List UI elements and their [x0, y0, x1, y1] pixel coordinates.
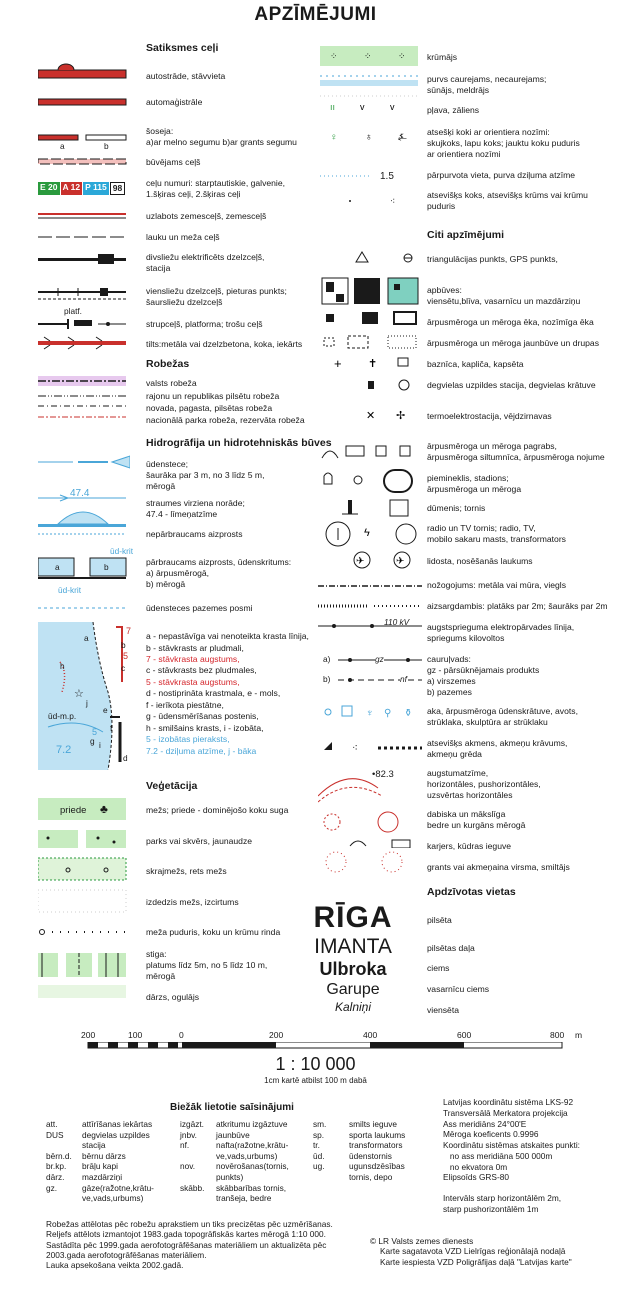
section-title-roads: Satiksmes ceļi — [146, 42, 219, 54]
rt-label-1: purvs caurejams, necaurejams; — [427, 74, 547, 84]
shore-label-0: a - nepastāvīga vai nenoteikta krasta līnija, — [146, 631, 309, 641]
border-label-1: rajonu un republikas pilsētu robeža — [146, 391, 280, 401]
road-small-a: a — [60, 141, 65, 151]
other-label-15: lidosta, nosēšanās laukums — [427, 556, 533, 566]
shore-label-5: d - nostiprināta krastmala, e - mols, — [146, 688, 281, 698]
coord-line — [443, 1183, 580, 1193]
veg-label-8: dārzs, ogulājs — [146, 992, 200, 1002]
other-label-11: ārpusmēroga un mēroga — [427, 484, 522, 494]
scale-bar — [80, 1030, 600, 1054]
height-mark: •82.3 — [372, 769, 394, 780]
rt-label-5: skujkoks, lapu koks; jauktu koku puduris — [427, 138, 580, 148]
road-label-3: a)ar melno segumu b)ar grants segumu — [146, 137, 297, 147]
rt-label-6: ar orientiera nozīmi — [427, 149, 501, 159]
map-b: b — [121, 640, 126, 650]
credits — [370, 1236, 572, 1267]
abbr-row: tornis, depo — [349, 1172, 393, 1183]
note-line: Robežas attēlotas pēc robežu aprakstiem un tiks precizētas pēc uzmērīšanas. — [46, 1219, 333, 1229]
rt-label-7: pārpurvota vieta, purva dziļuma atzīme — [427, 170, 576, 180]
settl-label-4: viensēta — [427, 1005, 460, 1015]
svg-text:✈: ✈ — [356, 556, 365, 567]
scale-tick-4: 400 — [363, 1030, 378, 1040]
veg-label-2: skrajmežs, rets mežs — [146, 866, 227, 876]
hydro-symbols — [38, 450, 130, 620]
map-iso: 5 — [92, 727, 98, 737]
abbr-row: sm. smilts ieguve — [313, 1119, 397, 1129]
scale-tick-6: 800 — [550, 1030, 565, 1040]
shore-label-7: g - ūdensmērīšanas postenis, — [146, 711, 259, 721]
other-label-31: dabiska un mākslīga — [427, 809, 506, 819]
svg-text:⁖: ⁖ — [390, 196, 396, 206]
map-n5: 5 — [123, 651, 129, 661]
svg-text:♀: ♀ — [330, 132, 338, 143]
hydro-udkrit-2: ūd-krit — [58, 585, 82, 595]
hydro-label-3: straumes virziena norāde; — [146, 498, 245, 508]
map-g: g — [90, 736, 95, 746]
abbr-row: ūd. ūdenstornis — [313, 1150, 392, 1161]
border-label-2: novada, pagasta, pilsētas robeža — [146, 403, 273, 413]
svg-text:+: + — [334, 356, 342, 371]
coord-line: Mēroga koeficents 0.9996 — [443, 1129, 539, 1140]
svg-text:v: v — [360, 102, 365, 112]
notes — [46, 1219, 333, 1271]
border-symbols — [38, 374, 128, 424]
town-district: IMANTA — [314, 935, 392, 958]
map-d: d — [123, 753, 128, 763]
section-title-hydro: Hidrogrāfija un hidrotehniskās būves — [146, 437, 332, 449]
svg-text:♆: ♆ — [366, 708, 374, 719]
other-label-4: ārpusmēroga un mēroga jaunbūve un drupas — [427, 338, 599, 348]
other-label-22: a) virszemes — [427, 676, 476, 686]
badge-e20: E 20 — [38, 182, 60, 195]
rt-label-0: krūmājs — [427, 52, 458, 62]
other-label-9: ārpusmēroga siltumnīca, ārpusmēroga nojume — [427, 452, 605, 462]
other-label-2: viensētu,blīva, vasarnīcu un mazdārziņu — [427, 296, 581, 306]
other-label-20: cauruļvads: — [427, 654, 471, 664]
map-n7: 7 — [126, 626, 132, 636]
abbr-row: br.kp. brāļu kapi — [46, 1161, 118, 1172]
other-label-28: augstumatzīme, — [427, 768, 489, 778]
gravel-symbols — [318, 848, 422, 878]
abbr-col-1 — [46, 1119, 154, 1204]
hydro-label-9: ūdensteces pazemes posmi — [146, 603, 253, 613]
svg-text:⁖: ⁖ — [352, 743, 358, 754]
coord-info — [443, 1097, 580, 1215]
pipe-nf: nf — [400, 674, 407, 684]
svg-text:ϟ: ϟ — [364, 527, 370, 539]
road-label-11: viensliežu dzelzceļš, pieturas punkts; — [146, 286, 287, 296]
road-label-12: šaursliežu dzelzceļš — [146, 297, 223, 307]
svg-text:⁘: ⁘ — [364, 51, 372, 61]
road-small-platf: platf. — [64, 306, 82, 316]
road-label-4: būvējams ceļš — [146, 157, 201, 167]
coord-line: no ass meridiāna 500 000m — [443, 1150, 553, 1161]
veg-label-7: mērogā — [146, 971, 176, 981]
road-label-10: stacija — [146, 263, 171, 273]
other-label-7: termoelektrostacija, vējdzirnavas — [427, 411, 552, 421]
coord-line: starp pushorizontālēm 1m — [443, 1204, 539, 1215]
veg-label-3: izdedzis mežs, izcirtums — [146, 897, 239, 907]
town-city: RĪGA — [313, 901, 393, 934]
map-depth: 7.2 — [56, 744, 72, 756]
credit-line: © LR Valsts zemes dienests — [370, 1236, 474, 1246]
other-label-14: mobilo sakaru masts, transformators — [427, 534, 566, 544]
hydro-level: 47.4 — [70, 488, 90, 499]
scale-tick-1: 100 — [128, 1030, 143, 1040]
veg-label-1: parks vai skvērs, jaunaudze — [146, 836, 253, 846]
abbr-row: ug. ugunsdzēsības — [313, 1161, 405, 1172]
scale-tick-2: 0 — [179, 1030, 184, 1040]
scale-ratio: 1 : 10 000 — [275, 1054, 356, 1074]
settl-label-0: pilsēta — [427, 915, 452, 925]
abbr-title: Biežāk lietotie saīsinājumi — [170, 1102, 294, 1113]
shore-label-1: b - stāvkrasts ar pludmali, — [146, 643, 244, 653]
other-label-18: augstsprieguma elektropārvades līnija, — [427, 622, 575, 632]
lighthouse-icon: ☆ — [74, 688, 84, 700]
map-j: j — [86, 698, 88, 708]
page-title: APZĪMĒJUMI — [254, 4, 377, 25]
svg-text:⁘: ⁘ — [330, 51, 338, 61]
abbr-row: ve,vads,urbums) — [216, 1150, 278, 1161]
other-label-6: degvielas uzpildes stacija, degvielas krātuve — [427, 380, 596, 390]
svg-text:⚲: ⚲ — [384, 708, 392, 719]
shore-label-9: 5 - izobātas pieraksts, — [146, 734, 230, 744]
other-label-29: horizontāles, pushorizontāles, — [427, 779, 541, 789]
road-small-b: b — [104, 141, 109, 151]
note-line: Reljefs attēlots izmantojot 1983.gada topogrāfiskās kartes mērogā 1:10 000. — [46, 1229, 326, 1240]
border-label-0: valsts robeža — [146, 378, 197, 388]
shore-label-10: 7.2 - dziļuma atzīme, j - bāka — [146, 746, 257, 756]
veg-label-0: mežs; priede - dominējošo koku suga — [146, 805, 289, 815]
badge-a12: A 12 — [61, 182, 83, 195]
map-e: e — [103, 705, 108, 715]
shore-label-4: 5 - stāvkrasta augstums, — [146, 677, 240, 687]
abbr-row: DUS degvielas uzpildes — [46, 1129, 150, 1140]
other-label-30: uzsvērtas horizontāles — [427, 790, 513, 800]
road-label-2: šoseja: — [146, 126, 174, 136]
pipe-gz: gz — [375, 654, 384, 664]
shore-label-8: h - smilšains krasts, i - izobāta, — [146, 723, 264, 733]
abbr-col-2 — [180, 1119, 289, 1204]
abbr-row: tr. transformators — [313, 1140, 403, 1151]
scale-note: 1cm kartē atbilst 100 m dabā — [264, 1076, 367, 1085]
svg-text:⚱: ⚱ — [404, 708, 413, 719]
shore-label-3: c - stāvkrasts bez pludmales, — [146, 665, 257, 675]
other-label-25: strūklaka, skulptūra ar strūklaku — [427, 717, 548, 727]
hydro-b: b — [104, 562, 109, 572]
abbr-row: stacija — [82, 1140, 106, 1151]
hydro-a: a — [55, 562, 60, 572]
road-label-5: ceļu numuri: starptautiskie, galvenie, — [146, 178, 286, 188]
scale-unit: m — [575, 1030, 583, 1040]
rt-label-8: atsevišķs koks, atsevišķs krūms vai krūmu — [427, 190, 588, 200]
tree-icon: ♣ — [100, 802, 108, 816]
svg-text:✢: ✢ — [396, 410, 406, 422]
abbr-row: ve,vads,urbums) — [82, 1193, 144, 1204]
road-label-1: automaģistrāle — [146, 97, 203, 107]
town-village: Ulbroka — [319, 959, 387, 979]
other-label-26: atsevišķs akmens, akmeņu krāvums, — [427, 738, 568, 748]
coord-line: Latvijas koordinātu sistēma LKS-92 — [443, 1097, 574, 1107]
hydro-label-8: b) mērogā — [146, 579, 186, 589]
road-label-9: divsliežu elektrificēts dzelzceļš, — [146, 252, 265, 262]
road-label-0: autostrāde, stāvvieta — [146, 71, 226, 81]
section-title-borders: Robežas — [146, 358, 190, 370]
other-label-32: bedre un kurgāns mērogā — [427, 820, 526, 830]
svg-text:ıı: ıı — [330, 102, 336, 112]
coord-line: no ekvatora 0m — [443, 1161, 508, 1172]
note-line: Sastādīta pēc 1999.gada aerofotogrāfēšanas materiāliem un aktualizēta pēc — [46, 1239, 327, 1250]
scale-tick-0: 200 — [81, 1030, 96, 1040]
veg-label-4: meža puduris, koku un krūmu rinda — [146, 927, 281, 937]
abbr-row: att. attīrīšanas iekārtas — [46, 1119, 153, 1129]
abbr-col-3 — [313, 1119, 405, 1183]
section-title-settl: Apdzīvotas vietas — [427, 886, 516, 898]
pipe-b: b) — [323, 674, 331, 684]
shore-label-2: 7 - stāvkrasta augstums, — [146, 654, 240, 664]
hydro-label-1: šaurāka par 3 m, no 3 līdz 5 m, — [146, 470, 265, 480]
abbr-row: gz. gāze(raž̌otne,krātu- — [46, 1182, 154, 1193]
coord-line: Elipsoīds GRS-80 — [443, 1172, 509, 1183]
rt-label-4: atsešķi koki ar orientiera nozīmi: — [427, 127, 550, 137]
town-farmstead: Kalniņi — [334, 1000, 372, 1014]
settl-label-1: pilsētas daļa — [427, 943, 475, 953]
other-label-16: nožogojums: metāla vai mūra, viegls — [427, 580, 566, 590]
svg-text:♁: ♁ — [365, 132, 373, 143]
map-i: i — [99, 740, 101, 750]
road-label-6: 1.šķiras ceļi, 2.šķiras ceļi — [146, 189, 241, 199]
shore-label-6: f - ierīkota piestātne, — [146, 700, 224, 710]
abbr-row: bērn.d. bērnu dārzs — [46, 1150, 126, 1161]
coord-line: Koordinātu sistēmas atskaites punkti: — [443, 1140, 580, 1151]
other-label-19: spriegums kilovoltos — [427, 633, 505, 643]
svg-text:v: v — [390, 102, 395, 112]
map-c: c — [121, 663, 126, 673]
rt-label-9: puduris — [427, 201, 456, 211]
other-label-1: apbūves: — [427, 285, 462, 295]
border-label-3: nacionālā parka robeža, rezervāta robeža — [146, 415, 305, 425]
abbr-row: izgāzt. atkritumu izgāztuve — [180, 1119, 288, 1129]
hydro-label-2: mērogā — [146, 481, 176, 491]
other-label-12: dūmenis; tornis — [427, 503, 486, 513]
map-f: f — [110, 723, 113, 733]
veg-priede: priede — [60, 805, 87, 816]
coord-line: Intervāls starp horizontālēm 2m, — [443, 1193, 562, 1204]
abbr-row: dārz. mazdārziņi — [46, 1172, 123, 1183]
svg-text:✕: ✕ — [366, 410, 376, 422]
section-title-other: Citi apzīmējumi — [427, 229, 505, 241]
credit-line: Karte sagatavota VZD Lielrīgas reģionālajā nodaļā — [380, 1246, 566, 1257]
svg-text:⍼: ⍼ — [398, 132, 407, 143]
other-label-5: baznīca, kapliča, kapsēta — [427, 359, 524, 369]
other-label-3: ārpusmēroga un mēroga ēka, nozīmīga ēka — [427, 317, 594, 327]
road-label-8: lauku un meža ceļš — [146, 232, 220, 242]
marsh-depth: 1.5 — [380, 171, 394, 182]
badge-p115: P 115 — [83, 182, 109, 195]
hydro-label-4: 47.4 - līmeņatzīme — [146, 509, 218, 519]
credit-line: Karte iespiesta VZD Poligrāfijas daļā "Latvijas karte" — [380, 1256, 572, 1267]
scale-tick-3: 200 — [269, 1030, 284, 1040]
badge-98: 98 — [110, 182, 125, 195]
hydro-label-7: a) ārpusmērogā, — [146, 568, 210, 578]
note-line: 2003.gada aerofotogrāfēšanas materiāliem. — [46, 1250, 207, 1261]
vegetation-right-symbols — [320, 46, 420, 236]
other-label-23: b) pazemes — [427, 687, 472, 697]
other-label-21: gz - pārsūknējamais produkts — [427, 665, 540, 675]
scale-tick-5: 600 — [457, 1030, 472, 1040]
vegetation-symbols — [38, 798, 130, 998]
pipe-a: a) — [323, 654, 331, 664]
abbr-row: nov. novērošanas(tornis, — [180, 1161, 289, 1172]
svg-text:✝: ✝ — [368, 358, 378, 370]
power-kv: 110 kV — [384, 617, 410, 627]
coord-line: Ass meridiāns 24°00'E — [443, 1118, 527, 1129]
abbr-row: skābb. skābbarības tornis, — [180, 1182, 287, 1193]
hydro-label-0: ūdenstece; — [146, 459, 189, 469]
abbr-row: sp. sporta laukums — [313, 1129, 406, 1140]
other-label-24: aka, ārpusmēroga ūdenskrātuve, avots, — [427, 706, 578, 716]
other-label-17: aizsargdambis: platāks par 2m; šaurāks par 2m — [427, 601, 608, 611]
other-label-13: radio un TV tornis; radio, TV, — [427, 523, 536, 533]
coord-line: Transversālā Merkatora projekcija — [443, 1107, 568, 1118]
town-summer: Garupe — [326, 981, 380, 998]
other-label-33: karjers, kūdras ieguve — [427, 841, 512, 851]
note-line: Lauka apsekošana veikta 2002.gadā. — [46, 1260, 184, 1271]
settl-label-3: vasarnīcu ciems — [427, 984, 490, 994]
hydro-label-6: pārbraucams aizprosts, ūdenskritums: — [146, 557, 292, 567]
other-label-10: piemineklis, stadions; — [427, 473, 509, 483]
road-number-badges — [38, 182, 125, 195]
abbr-row: jnbv. jaunbūve — [180, 1129, 250, 1140]
svg-text:⁘: ⁘ — [398, 51, 406, 61]
road-label-13: strupceļš, platforma; trošu ceļš — [146, 319, 263, 329]
hydro-label-5: nepārbraucams aizprosts — [146, 529, 243, 539]
other-label-8: ārpusmēroga un mēroga pagrabs, — [427, 441, 557, 451]
shoreline-map — [38, 622, 133, 770]
hydro-udkrit-1: ūd-krit — [110, 546, 134, 556]
veg-label-5: stiga: — [146, 949, 167, 959]
svg-text:✈: ✈ — [396, 556, 405, 567]
other-label-27: akmeņu grēda — [427, 749, 482, 759]
abbr-row: nf. nafta(ražotne,krātu- — [180, 1140, 289, 1151]
abbr-row: punkts) — [216, 1172, 244, 1183]
road-label-7: uzlabots zemesceļš, zemesceļš — [146, 211, 267, 221]
rt-label-3: pļava, zāliens — [427, 105, 480, 115]
road-label-14: tilts:metāla vai dzelzbetona, koka, iekārts — [146, 339, 303, 349]
other-label-0: triangulācijas punkts, GPS punkts, — [427, 254, 558, 264]
map-a: a — [84, 633, 89, 643]
map-udmp: ūd-m.p. — [48, 711, 77, 721]
abbr-row: tranšeja, bedre — [216, 1193, 272, 1204]
other-symbols — [318, 248, 422, 848]
other-label-34: grants vai akmeņaina virsma, smiltājs — [427, 862, 570, 872]
road-symbols — [38, 62, 128, 352]
section-title-veg: Veģetācija — [146, 780, 198, 792]
map-h: h — [60, 661, 65, 671]
settl-label-2: ciems — [427, 963, 450, 973]
veg-label-6: platums līdz 5m, no 5 līdz 10 m, — [146, 960, 268, 970]
rt-label-2: sūnājs, meldrājs — [427, 85, 490, 95]
